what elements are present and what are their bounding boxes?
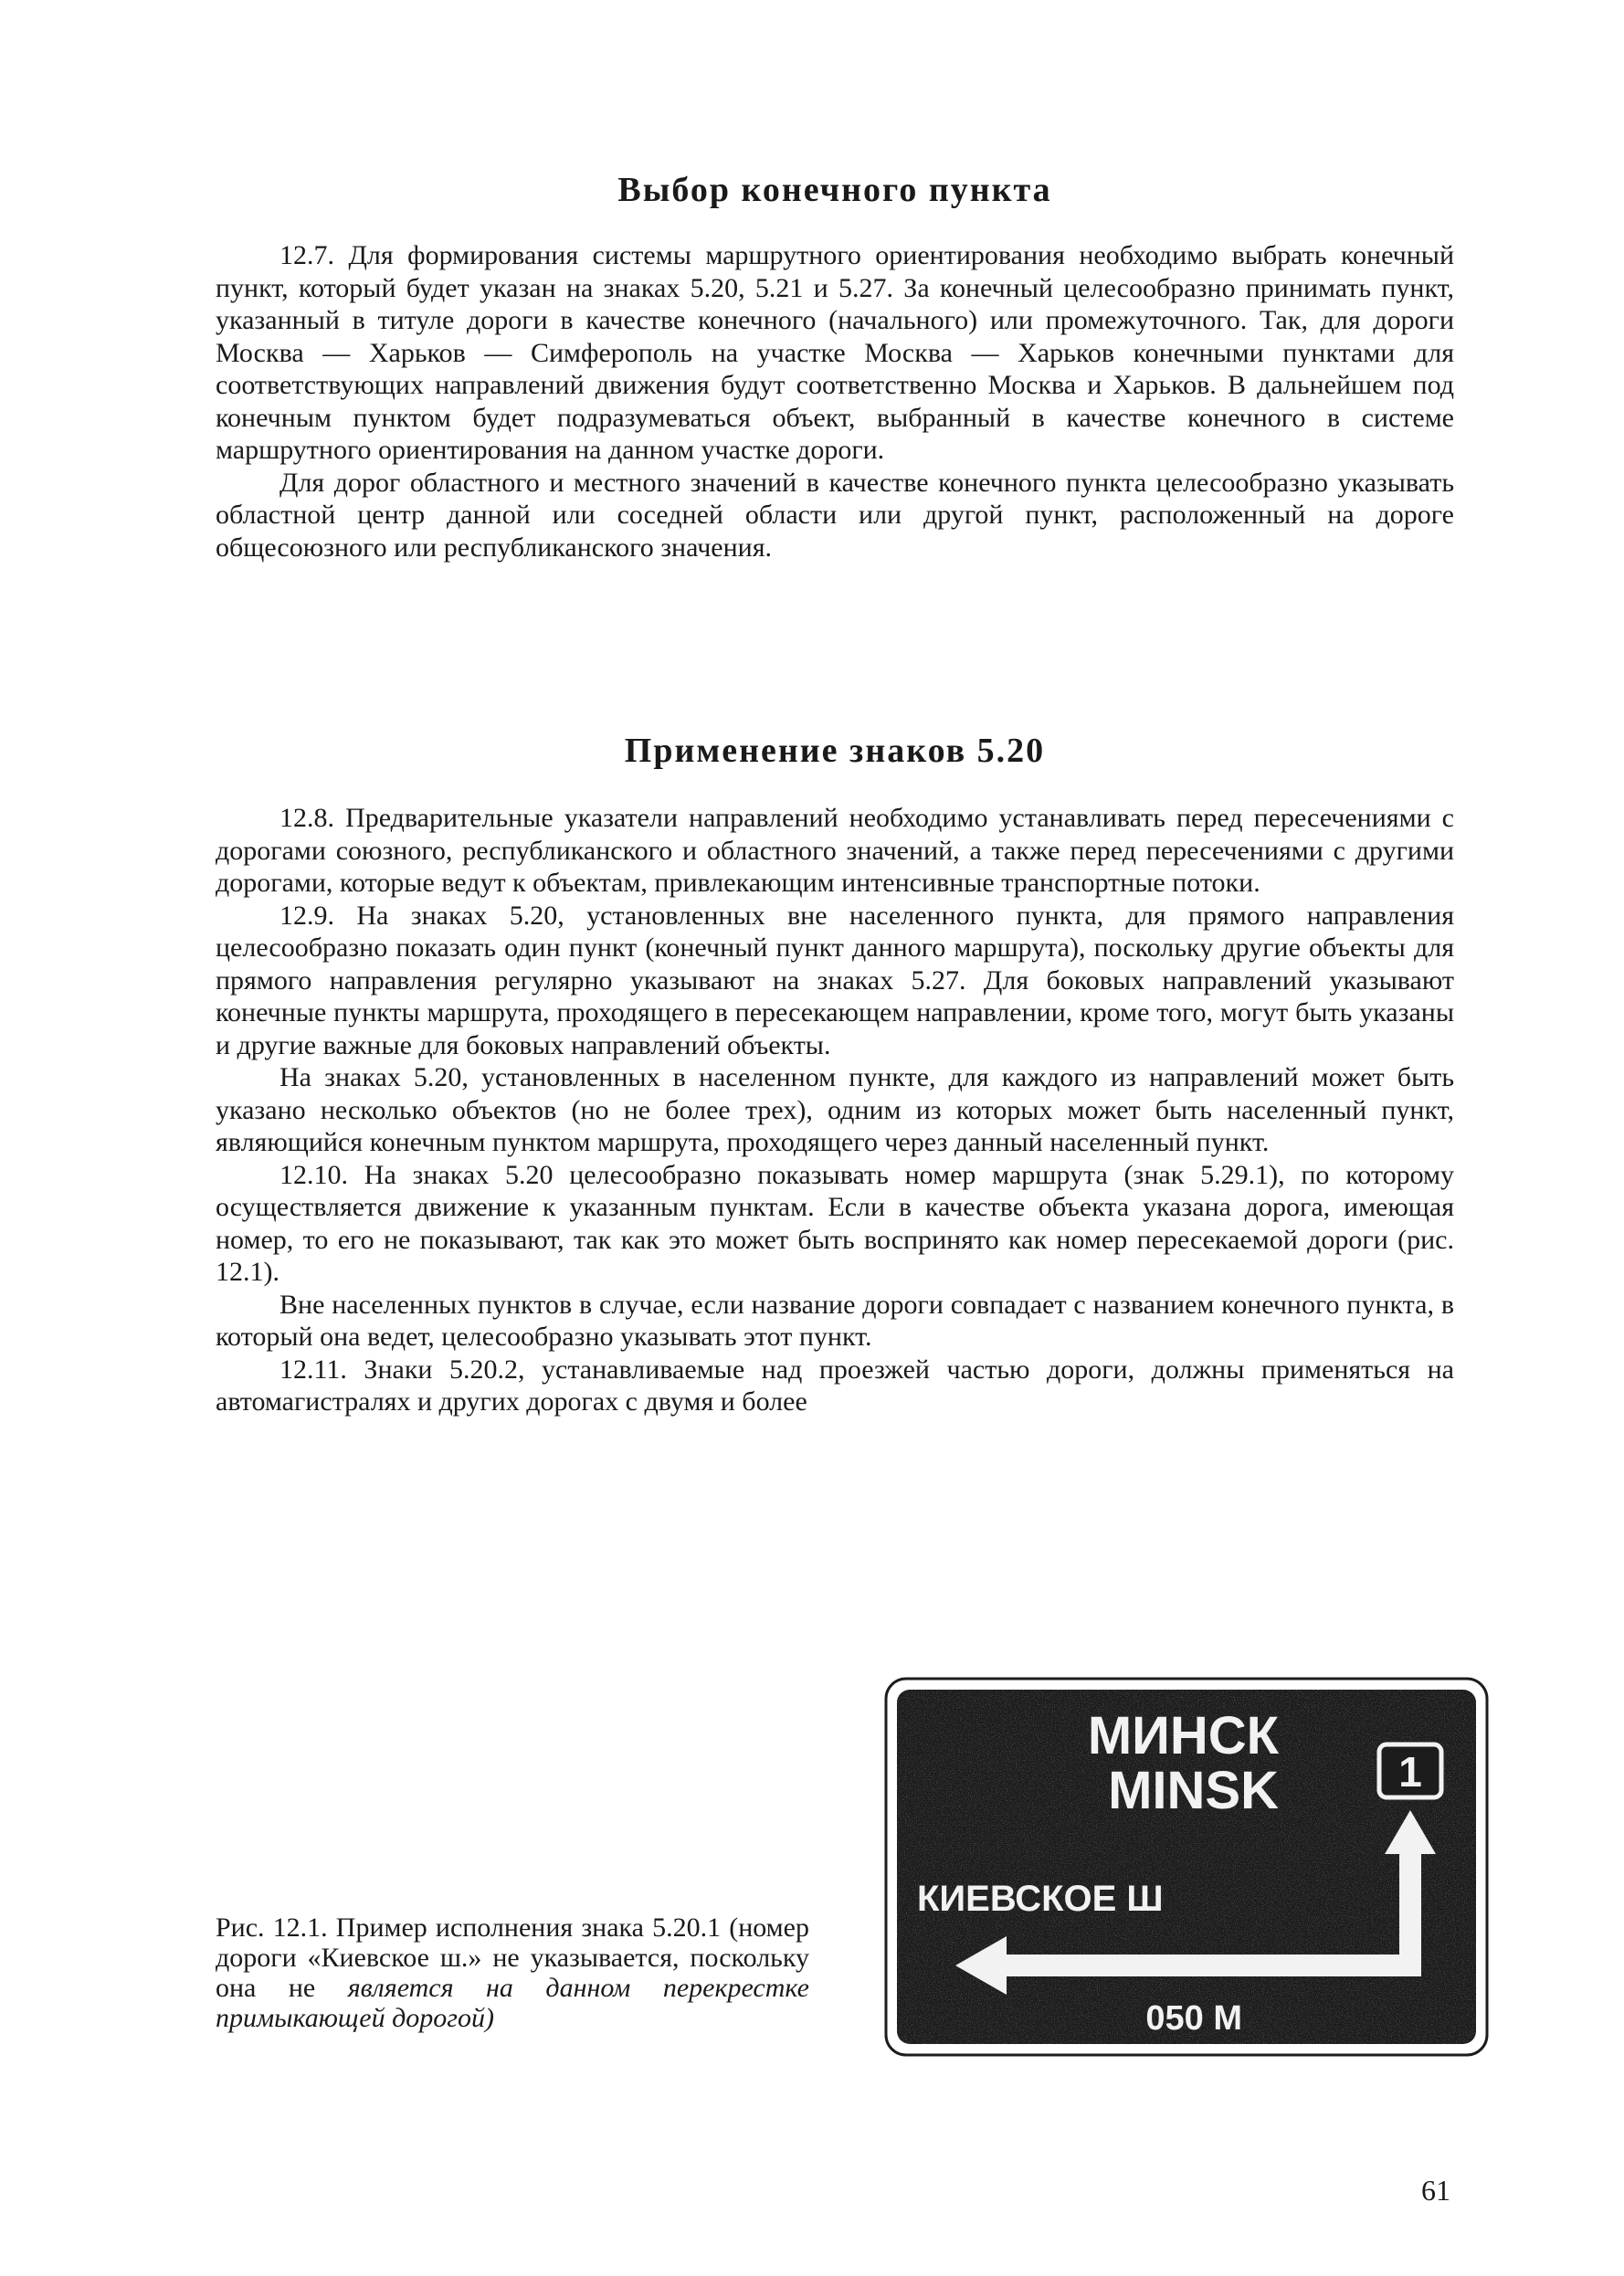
route-number: 1	[1398, 1748, 1422, 1796]
section-title-signs-5-20: Применение знаков 5.20	[624, 732, 1046, 770]
paragraph-outside-settlement: Вне населенных пунктов в случае, если название дороги совпадает с названием конечного пункта, в который она ведет, целесообразно указывать этот пункт.	[216, 1289, 1454, 1352]
road-sign-illustration	[884, 1675, 1491, 2059]
sign-distance: 050 М	[1145, 1999, 1242, 2038]
paragraph-12-10: 12.10. На знаках 5.20 целесообразно показывать номер маршрута (знак 5.29.1), по которому осуществляется движение к указанным пунктам. Если в качестве объекта указана дорога, имеющая номер, то его не показывают, так как это может быть воспринято как номер пересекаемой дороги (рис. 12.1).	[216, 1159, 1454, 1287]
sign-side-road-name: КИЕВСКОЕ Ш	[917, 1879, 1164, 1919]
section-title-destination: Выбор конечного пункта	[617, 171, 1052, 209]
paragraph-12-9: 12.9. На знаках 5.20, установленных вне населенного пункта, для прямого направления целесообразно показать один пункт (конечный пункт данного маршрута), поскольку другие объекты для прямого направления регулярно указывают на знаках 5.27. Для боковых направлений указывают конечные пункты маршрута, проходящего в пересекающем направлении, кроме того, могут быть указаны и другие важные для боковых направлений объекты.	[216, 900, 1454, 1060]
figure-caption	[216, 1912, 809, 2033]
figure-sign-5-20-1	[884, 1675, 1491, 2059]
paragraph-in-settlement: На знаках 5.20, установленных в населенном пункте, для каждого из направлений может быть указано несколько объектов (но не более трех), одним из которых может быть населенный пункт, являющийся конечным пунктом маршрута, проходящего через данный населенный пункт.	[216, 1062, 1454, 1157]
sign-destination-latin: MINSK	[1108, 1761, 1279, 1820]
section-signs-body	[216, 802, 1454, 1418]
sign-destination-cyrillic: МИНСК	[1087, 1706, 1279, 1765]
figure-caption-italic: является на данном перекрестке примыкающей дорогой)	[216, 1973, 809, 2033]
page-number: 61	[1421, 2174, 1450, 2207]
paragraph-12-11: 12.11. Знаки 5.20.2, устанавливаемые над проезжей частью дороги, должны применяться на автомагистралях и других дорогах с двумя и более	[216, 1354, 1454, 1417]
paragraph-12-8: 12.8. Предварительные указатели направлений необходимо устанавливать перед пересечениями с дорогами союзного, республиканского и областного значений, а также перед пересечениями с другими дорогами, которые ведут к объектам, привлекающим интенсивные транспортные потоки.	[216, 803, 1454, 898]
paragraph-regional-roads: Для дорог областного и местного значений в качестве конечного пункта целесообразно указывать областной центр данной или соседней области или другой пункт, расположенный на дороге общесоюзного или республиканского значения.	[216, 467, 1454, 563]
figure-caption-text: Рис. 12.1. Пример исполнения знака 5.20.1 (номер дороги «Киевское ш.» не указывается, поскольку она не	[216, 1912, 809, 2003]
paragraph-12-7: 12.7. Для формирования системы маршрутного ориентирования необходимо выбрать конечный пункт, который будет указан на знаках 5.20, 5.21 и 5.27. За конечный целесообразно принимать пункт, указанный в титуле дороги в качестве конечного (начального) или промежуточного. Так, для дороги Москва — Харьков — Симферополь на участке Москва — Харьков конечными пунктами для соответствующих направлений движения будут соответственно Москва и Харьков. В дальнейшем под конечным пунктом будет подразумеваться объект, выбранный в качестве конечного в системе маршрутного ориентирования на данном участке дороги.	[216, 240, 1454, 465]
section-destination-body	[216, 239, 1454, 564]
